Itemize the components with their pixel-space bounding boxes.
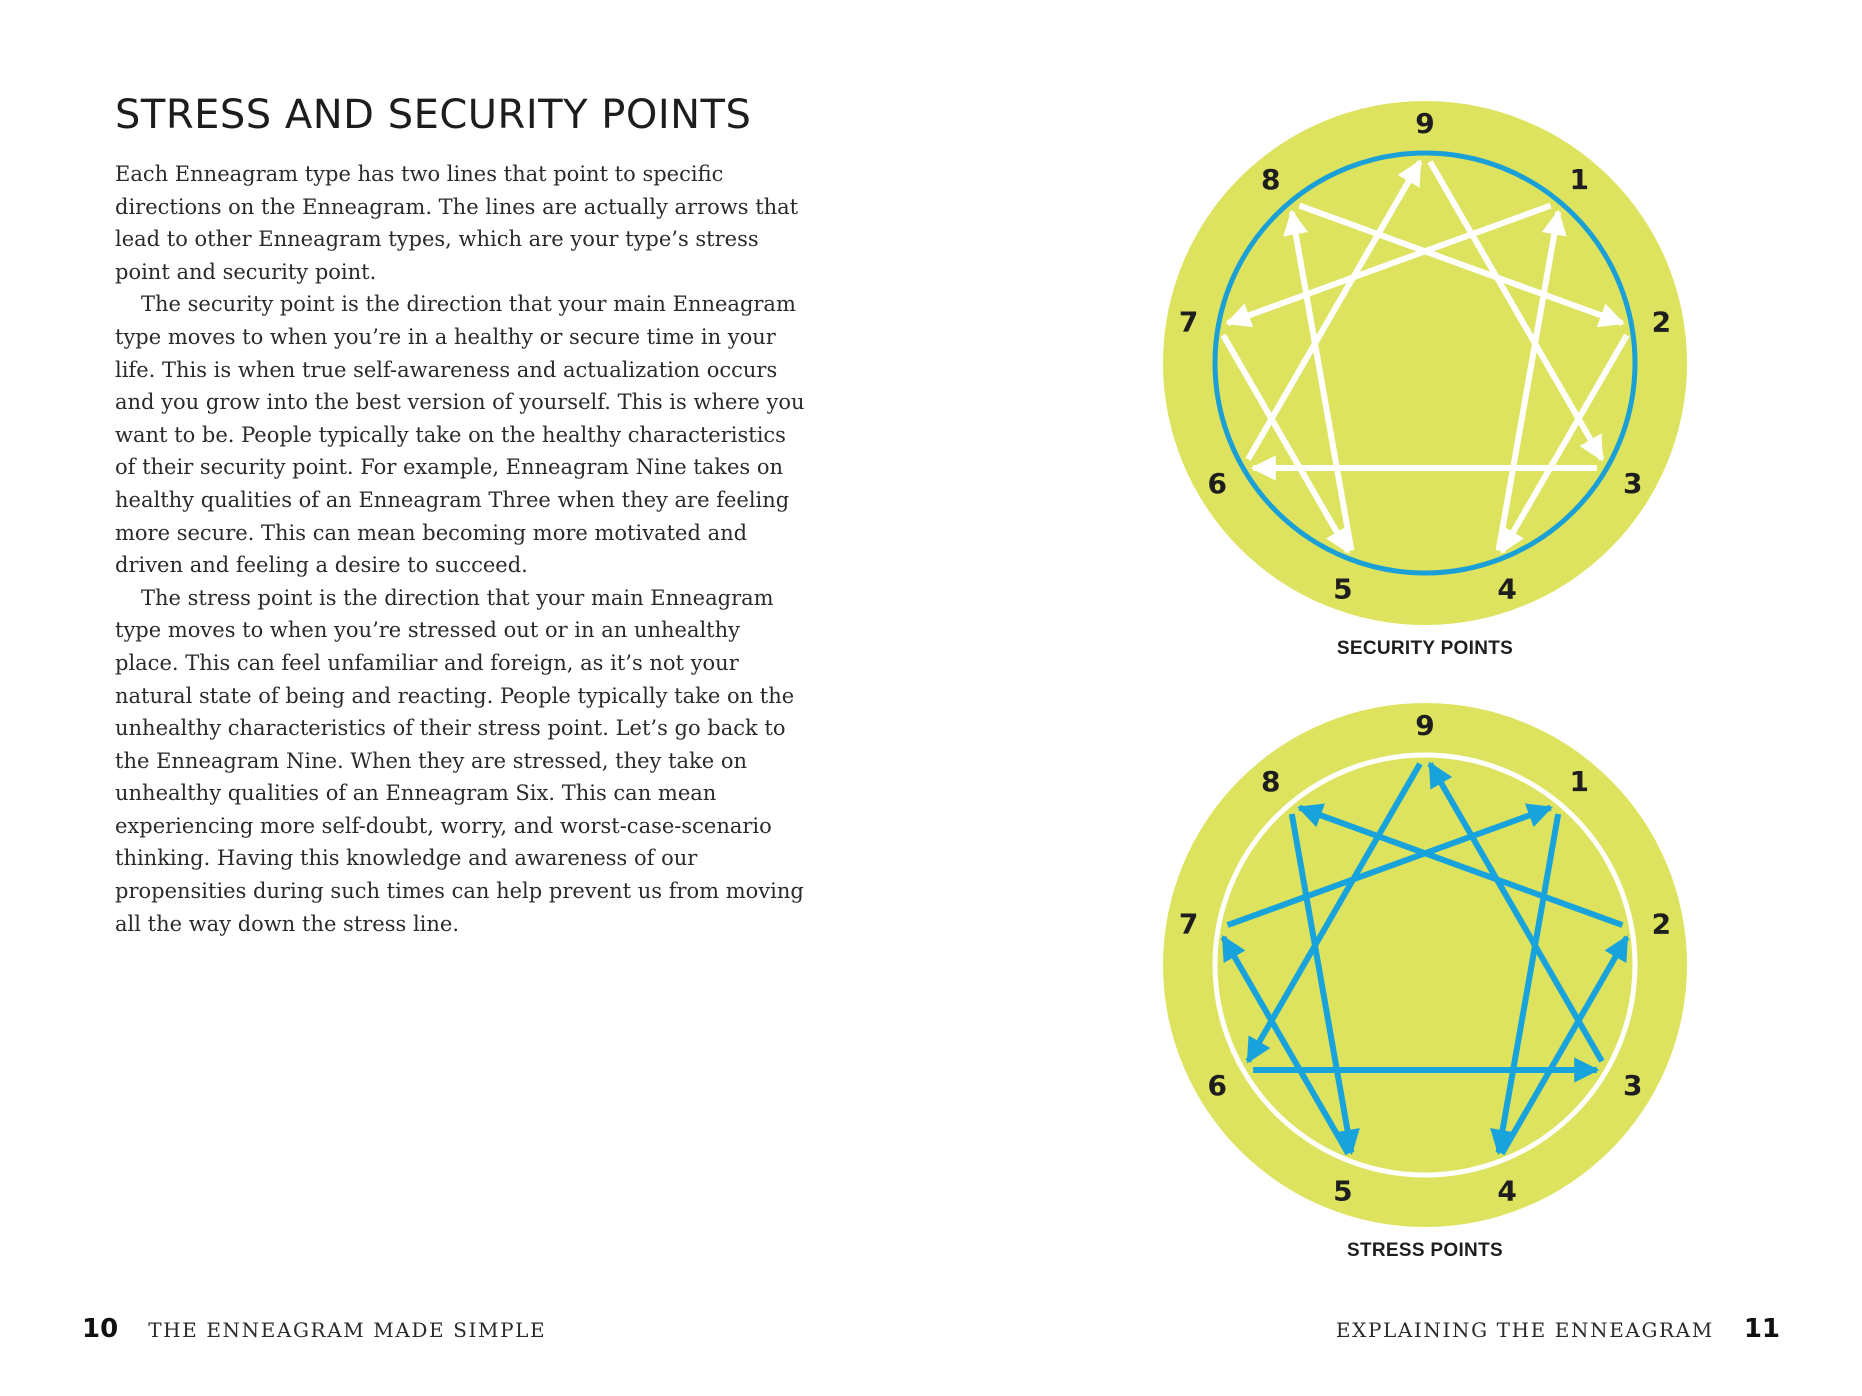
paragraph-security: The security point is the direction that your main Enneagram type moves to when you’re in a healthy or secure time in your life. This is when true self-awareness and actualization occurs and you grow into the best version of yourself. This is where you want to be. People typically take on the healthy characteristics of their security point. For example, Enneagram Nine takes on healthy qualities of an Enneagram Three when they are feeling more secure. This can mean becoming more motivated and driven and feeling a desire to succeed. <box>115 292 805 578</box>
stress-point-label-9: 9 <box>1415 709 1435 742</box>
stress-point-label-2: 2 <box>1651 907 1672 941</box>
stress-point-label-5: 5 <box>1333 1174 1353 1208</box>
stress-points-diagram <box>1160 697 1690 1237</box>
security-point-label-3: 3 <box>1623 467 1643 500</box>
stress-point-label-4: 4 <box>1497 1174 1517 1208</box>
security-point-label-2: 2 <box>1651 305 1672 339</box>
paragraph-intro: Each Enneagram type has two lines that point to specific directions on the Enneagram. The lines are actually arrows that lead to other Enneagram types, which are your type’s stress point and security point. <box>115 162 799 284</box>
body-text <box>115 158 805 940</box>
running-head-left: THE ENNEAGRAM MADE SIMPLE <box>148 1318 547 1342</box>
paragraph-stress: The stress point is the direction that your main Enneagram type moves to when you’re stressed out or in an unhealthy place. This can feel unfamiliar and foreign, as it’s not your natural state of being and reacting. People typically take on the unhealthy characteristics of their stress point. Let’s go back to the Enneagram Nine. When they are stressed, they take on unhealthy qualities of an Enneagram Six. This can mean experiencing more self-doubt, worry, and worst-case-scenario thinking. Having this knowledge and awareness of our propensities during such times can help prevent us from moving all the way down the stress line. <box>115 585 804 936</box>
stress-point-label-8: 8 <box>1260 765 1281 799</box>
security-point-label-9: 9 <box>1415 107 1435 140</box>
page-number-right: 11 <box>1743 1314 1780 1344</box>
stress-point-label-3: 3 <box>1623 1069 1643 1102</box>
stress-point-label-1: 1 <box>1569 765 1590 799</box>
stress-points-figure <box>1160 697 1690 1297</box>
stress-points-caption: STRESS POINTS <box>1347 1240 1503 1261</box>
security-points-caption: SECURITY POINTS <box>1336 638 1514 659</box>
security-points-diagram <box>1160 95 1690 635</box>
security-point-label-8: 8 <box>1260 163 1281 197</box>
security-point-label-7: 7 <box>1178 305 1199 339</box>
security-point-label-1: 1 <box>1569 163 1590 197</box>
footer-right <box>1336 1314 1780 1348</box>
security-point-label-4: 4 <box>1497 572 1517 606</box>
security-points-figure <box>1160 95 1690 695</box>
stress-point-label-6: 6 <box>1207 1069 1227 1102</box>
footer-left <box>82 1314 546 1348</box>
page-number-left: 10 <box>82 1314 119 1344</box>
stress-point-label-7: 7 <box>1178 907 1199 941</box>
section-heading: STRESS AND SECURITY POINTS <box>115 92 752 138</box>
running-head-right: EXPLAINING THE ENNEAGRAM <box>1335 1318 1714 1342</box>
security-point-label-5: 5 <box>1333 572 1353 606</box>
security-point-label-6: 6 <box>1207 467 1227 500</box>
